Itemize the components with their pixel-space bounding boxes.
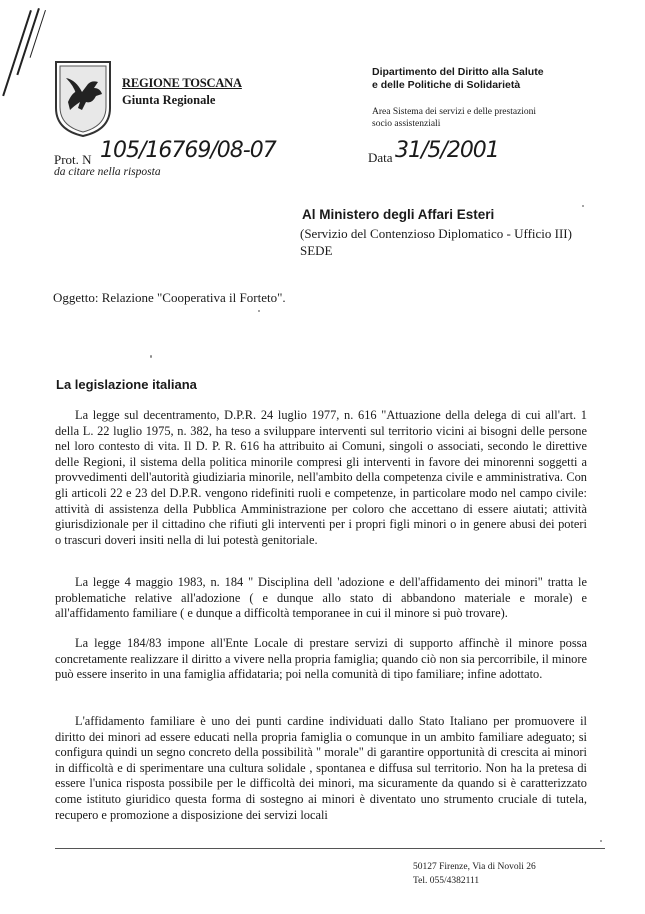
protocol-number: 105/16769/08-07: [100, 138, 276, 163]
area-block: [372, 106, 536, 130]
scan-speck: [150, 355, 152, 358]
scan-mark: [2, 10, 32, 96]
scan-speck: [258, 310, 260, 312]
protocol-note: da citare nella risposta: [54, 166, 161, 178]
region-name: REGIONE TOSCANA: [122, 76, 242, 90]
scan-mark: [30, 10, 46, 58]
body-paragraph: [55, 636, 587, 683]
footer-divider: [55, 848, 605, 849]
area-line: socio assistenziali: [372, 119, 441, 129]
scan-speck: [582, 205, 584, 207]
footer-address: 50127 Firenze, Via di Novoli 26: [413, 862, 536, 872]
recipient-location: SEDE: [300, 243, 333, 258]
department-block: [372, 66, 544, 92]
region-logo: [52, 58, 114, 138]
subject-line: Oggetto: Relazione "Cooperativa il Forteto".: [53, 290, 286, 305]
paragraph-text: La legge sul decentramento, D.P.R. 24 luglio 1977, n. 616 "Attuazione della delega di cui all'art. 1 della L. 22 luglio 1975, n. 382, ha teso a sviluppare interventi sul territorio vicini ai bisogni delle persone nel loro contesto di vita. Il D. P. R. 616 ha attribuito ai Comuni, singoli o associati, secondo le direttive delle Regioni, il sistema della politica minorile compresi gli interventi in favore dei minorenni soggetti a provvedimenti dell'autorità giudiziaria minorile, nell'ambito della competenza civile e amministrativa. Con gli articoli 22 e 23 del D.P.R. vengono ridefiniti ruoli e competenze, in particolare modo nel campo civile: attività di assistenza della Pubblica Amministrazione per coloro che accettano di essere aiutati; attività giurisdizionale per il cittadino che rifiuti gli interventi per i propri figli minori o in genere abusi dei poteri o trascuri doveri insiti nella di lui potestà genitoriale.: [55, 408, 587, 547]
date-value: 31/5/2001: [395, 138, 499, 163]
paragraph-text: La legge 4 maggio 1983, n. 184 " Disciplina dell 'adozione e dell'affidamento dei minori" tratta le problematiche relative all'adozione ( e dunque allo stato di abbandono materiale e morale) e all'affidamento familiare ( e dunque a difficoltà temporanee in cui il minore si può trovare).: [55, 575, 587, 621]
area-line: Area Sistema dei servizi e delle prestazioni: [372, 107, 537, 117]
pegasus-emblem-icon: [52, 58, 114, 138]
body-paragraph: [55, 714, 587, 823]
protocol-label: Prot. N: [54, 152, 92, 167]
recipient-name: Al Ministero degli Affari Esteri: [302, 207, 495, 222]
scan-speck: [600, 840, 602, 842]
department-line: e delle Politiche di Solidarietà: [372, 79, 521, 91]
section-heading: La legislazione italiana: [56, 377, 197, 392]
recipient-office: (Servizio del Contenzioso Diplomatico - Ufficio III): [300, 226, 572, 241]
department-line: Dipartimento del Diritto alla Salute: [372, 66, 544, 78]
body-paragraph: [55, 575, 587, 622]
paragraph-text: L'affidamento familiare è uno dei punti cardine individuati dallo Stato Italiano per promuovere il diritto dei minori ad essere educati nella propria famiglia o comunque in un ambito familiare adeguato; si configura quindi un segno concreto della possibilità " morale" di garantire opportunità di crescita ai minori in difficoltà e di sperimentare una cultura solidale , spontanea e diffusa sul territorio. Non ha la pretesa di essere l'unica risposta possibile per le difficoltà dei minori, ma sicuramente da quando si è caratterizzato come istituto giuridico questa forma di sostegno ai minori è diventato uno strumento cruciale di tutela, recupero e promozione a disposizione dei servizi locali: [55, 714, 587, 822]
footer-phone: Tel. 055/4382111: [413, 876, 480, 886]
paragraph-text: La legge 184/83 impone all'Ente Locale di prestare servizi di supporto affinchè il minore possa concretamente realizzare il diritto a vivere nella propria famiglia; quando ciò non sia percorribile, il minore può essere inserito in una famiglia affidataria; poi nella comunità di tipo familiare; infine adottato.: [55, 636, 587, 682]
region-subtitle: Giunta Regionale: [122, 93, 216, 107]
body-paragraph: [55, 408, 587, 548]
date-label: Data: [368, 150, 393, 165]
